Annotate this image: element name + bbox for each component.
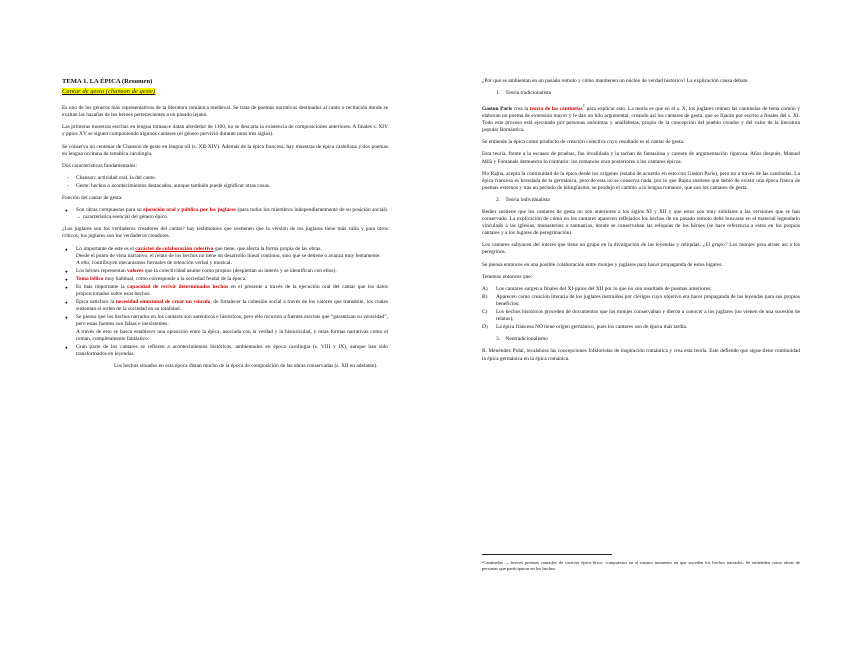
paragraph-era: Los hechos situados en esta época distan mucho de la época de composición de las obras conservadas (s. XII en adelante). bbox=[114, 362, 378, 369]
paragraph-pidal: R. Menéndez Pidal, recalsbora las concepciones folkloristas de inspiración romántica y crea esta teoría. Este defiende que sigue tiene continuidad la épica germánica en la épica románica. bbox=[482, 348, 800, 362]
function-list bbox=[62, 207, 388, 221]
paragraph-question: ¿Por qué se ambientan en un pasado remoto y cómo mantienen un núcleo de verdad histórico? La explicación causa debate. bbox=[482, 78, 749, 84]
paragraph-function: Función del cantar de gesta: bbox=[62, 195, 123, 202]
heading-individualist: 2. Teoría individualista bbox=[496, 196, 550, 203]
footnote-ref[interactable]: 1 bbox=[582, 103, 585, 109]
paragraph-conserved: Se conserva un centenar de Chanson de geste en lengua oïl (s. XII-XIV). Además de la épica francesa, hay muestras de épica castellana y dos poemas en lengua occitana de temática carolingia. bbox=[62, 143, 388, 157]
list-item: ● Tema bélico muy habitual, como corresponde a la sociedad feudal de la época. bbox=[62, 276, 388, 283]
conclusions-list bbox=[482, 286, 800, 332]
paragraph-collective: Se entiende la épica como producto de creación colectiva cuyo resultado es el cantar de gesta. bbox=[482, 139, 685, 146]
right-column bbox=[482, 78, 800, 368]
footnote-divider bbox=[482, 554, 612, 555]
paragraph-invalidated: Esta teoría, frente a la escasez de pruebas, fue invalidada y la tachan de fantasiosa y carente de argumentación rigurosa. Años después, Manuel Milà y Fontanals demuestra lo contrario: los romances eran posteriores a los cantares épicos. bbox=[482, 151, 800, 165]
heading-neotraditionalism: 3. Neotradicionalismo bbox=[496, 336, 548, 343]
list-item: A) Los cantares surgen a finales del XI-ppios del XII por lo que no son resultado de poemas anteriores; bbox=[482, 285, 712, 292]
paragraph-genre: Es uno de los géneros más representativos de la literatura románica medieval. Se trata de poemas narrativos destinados al canto o recitación donde se exaltan las hazañas de los héroes pertenecientes a un pasado lejano. bbox=[62, 105, 388, 119]
list-item: ● Es más importante la capacidad de revivir determinados hechos en el presente a través de la ejecución oral del cantar que los datos proporcionados sobre esos hechos. bbox=[62, 284, 388, 298]
characteristics-list bbox=[62, 175, 388, 190]
document-title: TEMA 1. LA ÉPICA (Resumen) bbox=[62, 78, 153, 85]
paragraph-bedier: Bedier sostiene que los cantares de gesta no son anteriores a los siglos XI y XII y que estos son muy similares a las versiones que se han conservado. La explicación de cómo en los cantares aparecen reflejados los hechos de un pasado remoto debe buscarse en el material legendario vinculado a las iglesias, monasterios o santuarios, donde se conservaban las reliquias de los héroes (se hace referencia a estos en los propios cantares y a los lugares de peregrinación). bbox=[482, 209, 800, 237]
list-item: - Geste: hechos o acontecimientos destacados, aunque también puede significar otras cosas. bbox=[62, 183, 388, 190]
list-item: ● Los héroes representan valores que la colectividad asume como propios (despiertan su interés y se identifican con ellos). bbox=[62, 268, 388, 275]
paragraph-rajna: Pio Rajna, acepta la continuidad de la épica desde los orígenes (estaba de acuerdo en esto con Gaston Paris), pero no a través de las cantinelas. La épica francesa es heredada de la germánica, pero de esta no se conserva nada, por lo que Rajna sostiene que debió de existir una época franca de poemas externos y tras un período de bilingüismo, se produjo el cambio a la lengua romance, que son los cantares de gesta. bbox=[482, 170, 800, 191]
list-item: ● Gran parte de los cantares se refieren a acontecimientos históricos, ambientados en época carolingia (s. VIII y IX), aunque han sido transformados en leyendas. bbox=[62, 344, 388, 358]
heading-traditionalist: 1. Teoría tradicionalista bbox=[496, 90, 552, 97]
list-item: ● Son obras compuestas para su ejecución oral y pública por los juglares (para todos los miembros independientemente de su posición social). → característica esencial del género épico. bbox=[62, 207, 388, 221]
list-item: ● Épica satisface la necesidad emocional de crear un vínculo, de fortalecer la cohesión social a través de los valores que transmite, los cuales sustentan el orden de la sociedad en su totalidad. bbox=[62, 299, 388, 313]
paragraph-first-samples: Las primeras muestras escritas en lengua romance datan alrededor de 1100, no se descarta la existencia de composiciones anteriores. A finales s. XIV y ppios XV se siguen componiendo algunos cantares (el género pervivió durante unos tres siglos). bbox=[62, 124, 388, 138]
paragraph-therefore: Tenemos entonces que: bbox=[482, 273, 533, 280]
paragraph-gaston-paris: Gaston Paris crea la teoría de las cantinelas$^1$ para explicar esto. La teoría es que en el s. X, los juglares reúnen las cantinelas de tema común y elaboran un poema de extensión mayor y le dan un hilo argumental, creando así los cantares de gesta, que se fijarán por escrito a finales del s. XI. Todo este proceso está ejecutado por personas anónimas y analfabetas, propio de la concepción del pueblo creador y del valor de la literatura popular Romántica. bbox=[482, 103, 800, 134]
paragraph-group: Los cantares subyacen del interés que tiene un grupo en la divulgación de las leyendas y reliquias. ¿El grupo? Los monjes para atraer así a los peregrinos. bbox=[482, 242, 800, 256]
left-column bbox=[62, 78, 388, 375]
list-item: ● Lo importante de este es el carácter de colaboración colectiva que tiene, que afecta la forma propia de las obras. Desde el punto de vista narrativo, el relato de los hechos no tiene un desarrollo lineal continuo, sino que se detiene o avanza muy lentamente. A ello, contribuyen mecanismos formales de retención verbal y musical. bbox=[62, 246, 388, 267]
list-item: - Chanson: actividad oral, la del canto. bbox=[62, 175, 388, 182]
paragraph-collaboration: Se piensa entonces en una posible colaboración entre monjes y juglares para hacer propaganda de estos lugares. bbox=[482, 261, 723, 268]
features-list bbox=[62, 246, 388, 358]
list-item: C) Los hechos históricos proceden de documentos que los monjes conservaban y dieron a conocer a los juglares (no vienen de una sucesión de relatos); bbox=[482, 309, 800, 323]
paragraph-juglares: ¿Los juglares son los verdaderos creadores del cantar? hay testimonios que sostienen que la versión de los juglares tiene más valía y para otros críticos, los juglares son los verdaderos creadores. bbox=[62, 226, 388, 240]
section-subtitle: Cantar de gesta (chanson de geste) bbox=[62, 88, 156, 96]
list-item: ● Se piensa que los hechos narrados en los cantares son auténticos e históricos, pero ello recurren a fuentes escritas que “garantizan su veracidad”, pero estas fuentes son falsas e inexistentes. A través de esto se busca establecer una oposición entre la épica, asociada con la verdad y la historicidad, y otras formas narrativas como el roman, completamente fantástico. bbox=[62, 314, 388, 342]
list-item: B) Aparecen como creación literaria de los juglares instruidos por clérigos cuyo objetivo era hacer propaganda de las leyendas para sus propios beneficios; bbox=[482, 293, 800, 307]
paragraph-characteristics: Dos características fundamentales: bbox=[62, 162, 137, 169]
footnote: ¹Cantinelas → breves poemas cantados de carácter épico-lírico, compuestos en el mismo momento en que suceden los hechos narrados. Se entienden como obras de personas que participaron en los hechos. bbox=[482, 560, 800, 571]
list-item: D) La épica francesa NO tiene origen germánico, pues los cantares son de época más tardía. bbox=[482, 324, 688, 331]
